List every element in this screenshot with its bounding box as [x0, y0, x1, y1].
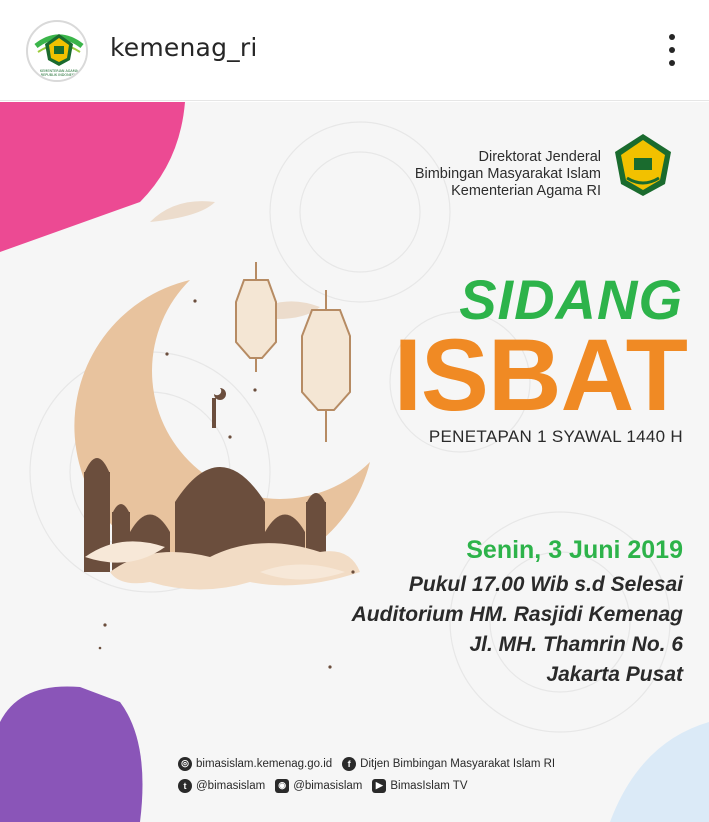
- social-links: [178, 754, 565, 798]
- twitter-icon: t: [178, 779, 192, 793]
- facebook-icon: f: [342, 757, 356, 771]
- event-venue: Auditorium HM. Rasjidi Kemenag: [351, 603, 683, 626]
- directorate-line-3: Kementerian Agama RI: [451, 183, 601, 199]
- directorate-line-2: Bimbingan Masyarakat Islam: [414, 166, 601, 182]
- twitter-link: [178, 779, 265, 793]
- svg-text:KEMENTERIAN AGAMA: KEMENTERIAN AGAMA: [40, 69, 78, 73]
- event-details: [352, 570, 683, 690]
- instagram-text: @bimasislam: [293, 779, 363, 792]
- twitter-text: @bimasislam: [196, 779, 266, 792]
- globe-icon: ◎: [178, 757, 192, 771]
- poster-artwork: [0, 102, 709, 822]
- username[interactable]: kemenag_ri: [110, 33, 258, 62]
- lantern-icon: [236, 262, 350, 442]
- event-address: Jl. MH. Thamrin No. 6: [469, 633, 683, 656]
- website-link: [178, 757, 332, 771]
- directorate-line-1: Direktorat Jenderal: [478, 149, 601, 165]
- pink-corner-shape: [0, 102, 185, 252]
- title-isbat: ISBAT: [393, 318, 687, 432]
- lightblue-corner-shape: [610, 722, 709, 822]
- kemenag-logo-icon: [28, 22, 88, 82]
- youtube-link: [372, 779, 467, 793]
- instagram-link: [275, 779, 362, 793]
- youtube-icon: ▶: [372, 779, 386, 793]
- directorate-text: [415, 149, 601, 200]
- profile-avatar[interactable]: [26, 20, 88, 82]
- post-image[interactable]: [0, 102, 709, 822]
- post-header: [0, 0, 709, 101]
- facebook-text: Ditjen Bimbingan Masyarakat Islam RI: [360, 757, 556, 770]
- youtube-text: BimasIslam TV: [390, 779, 468, 792]
- event-time: Pukul 17.00 Wib s.d Selesai: [408, 573, 683, 596]
- svg-text:REPUBLIK INDONESIA: REPUBLIK INDONESIA: [40, 73, 78, 77]
- website-text: bimasislam.kemenag.go.id: [196, 757, 333, 770]
- kemenag-emblem-icon: [615, 134, 671, 196]
- event-city: Jakarta Pusat: [546, 663, 683, 686]
- instagram-icon: ◉: [275, 779, 289, 793]
- event-date: Senin, 3 Juni 2019: [466, 536, 683, 564]
- event-subtitle: PENETAPAN 1 SYAWAL 1440 H: [428, 427, 683, 446]
- purple-corner-shape: [0, 686, 143, 822]
- title-sidang: SIDANG: [459, 268, 683, 331]
- facebook-link: [342, 757, 555, 771]
- more-options-icon[interactable]: [660, 30, 684, 70]
